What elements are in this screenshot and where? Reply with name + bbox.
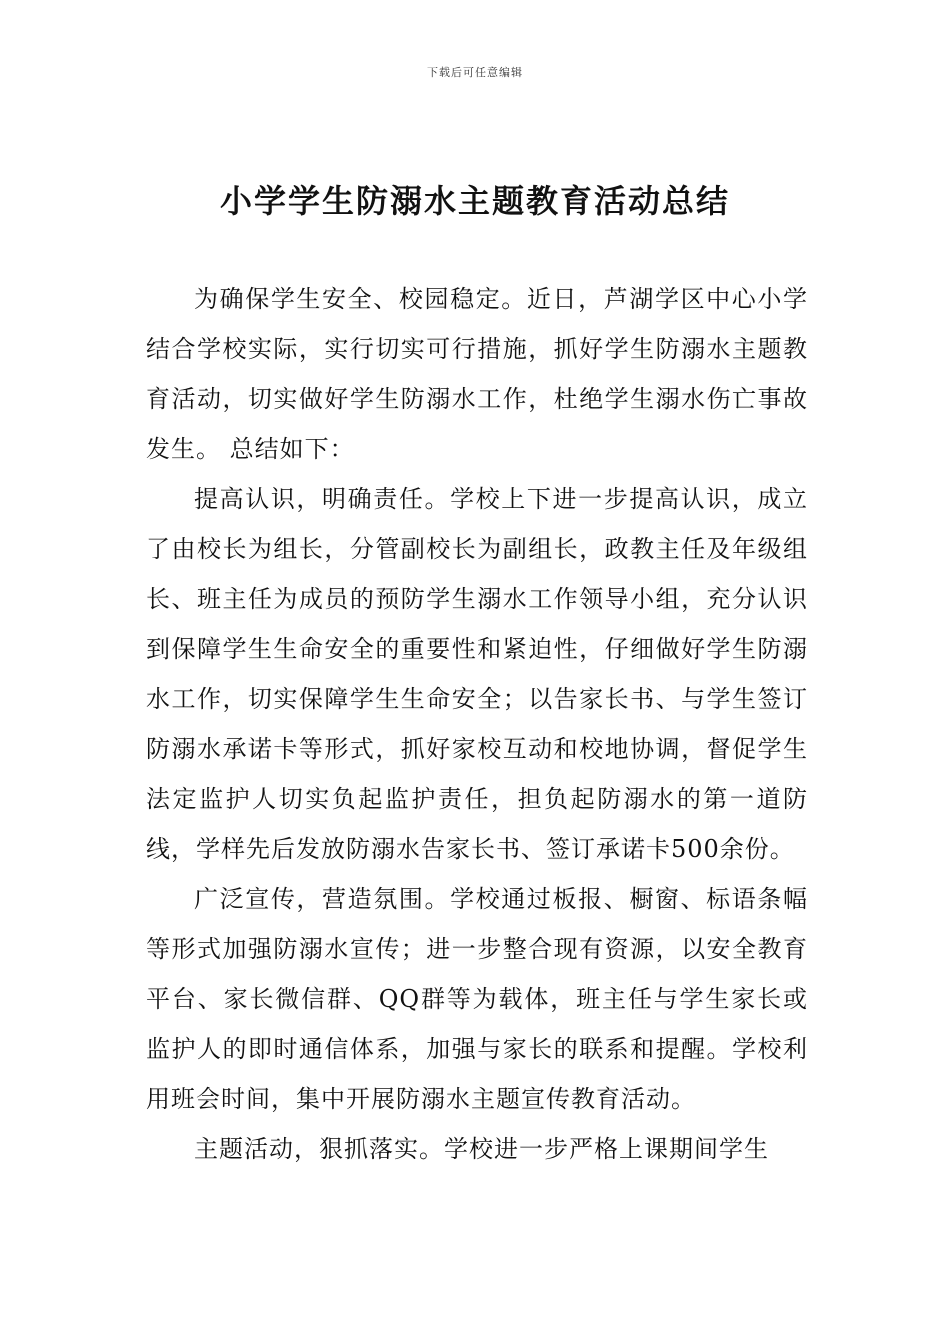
paragraph-responsibility: 提高认识，明确责任。学校上下进一步提高认识，成立了由校长为组长，分管副校长为副组长，政教主任及年级组长、班主任为成员的预防学生溺水工作领导小组，充分认识到保障学生生命安全的重要性和紧迫性，仔细做好学生防溺水工作，切实保障学生生命安全；以告家长书、与学生签订防溺水承诺卡等形式，抓好家校互动和校地协调，督促学生法定监护人切实负起监护责任，担负起防溺水的第一道防线，学样先后发放防溺水告家长书、签订承诺卡500余份。 (146, 485, 808, 863)
paragraph-publicity: 广泛宣传，营造氛围。学校通过板报、橱窗、标语条幅等形式加强防溺水宣传；进一步整合现有资源，以安全教育平台、家长微信群、QQ群等为载体，班主任与学生家长或监护人的即时通信体系，加强与家长的联系和提醒。学校利用班会时间，集中开展防溺水主题宣传教育活动。 (146, 885, 808, 1113)
paragraph-activities: 主题活动，狠抓落实。学校进一步严格上课期间学生 (194, 1135, 769, 1163)
document-title: 小学学生防溺水主题教育活动总结 (219, 182, 730, 220)
paragraph-intro: 为确保学生安全、校园稳定。近日，芦湖学区中心小学结合学校实际，实行切实可行措施，抓好学生防溺水主题教育活动，切实做好学生防溺水工作，杜绝学生溺水伤亡事故发生。 总结如下： (146, 285, 808, 463)
document-body (146, 274, 808, 1174)
header-note: 下载后可任意编辑 (427, 66, 523, 79)
